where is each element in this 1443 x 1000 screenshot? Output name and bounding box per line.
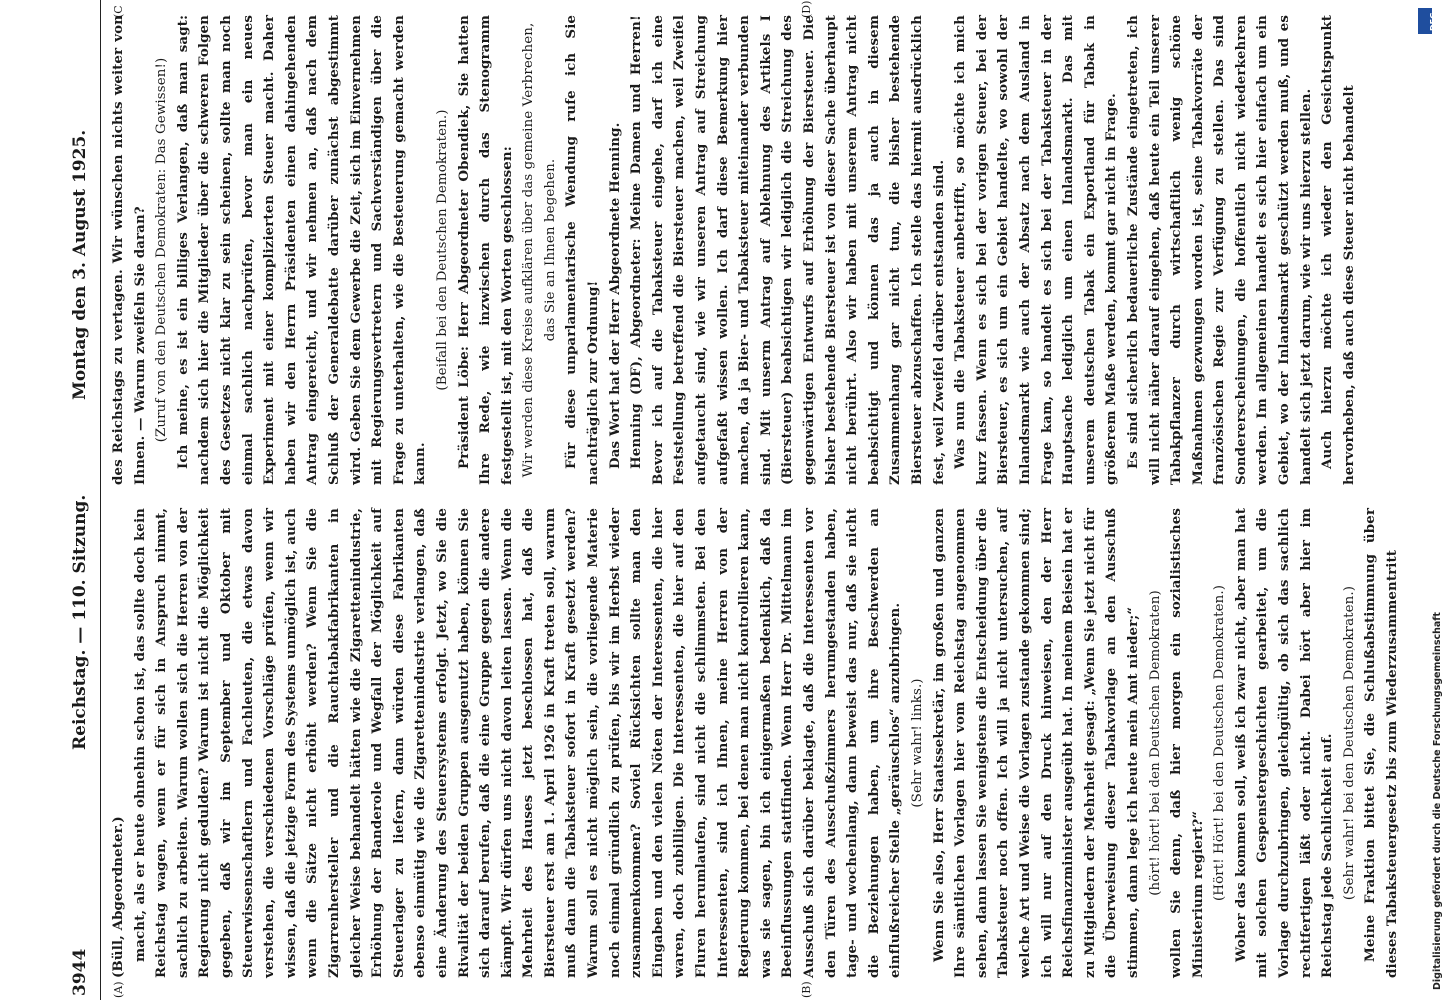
page-date: Montag den 3. August 1925. [70, 129, 90, 400]
margin-marker-a: (A) [112, 981, 125, 998]
paragraph: wollen Sie denn, daß hier morgen ein sozialistisches Ministerium regiert?“ [1168, 508, 1206, 978]
digitization-notice: Digitalisierung gefördert durch die Deutsche Forschungsgemeinschaft [1432, 612, 1443, 990]
paragraph: Woher das kommen soll, weiß ich zwar nicht, aber man hat mit solchen Gespenstergeschichten gearbeitet, um die Vorlage durchzubringen, gleichgültig, ob sich das sachlich rechtfertigen läßt oder nicht. Dabei hört aber hier im Reichstag jede Sachlichkeit auf. [1232, 508, 1336, 978]
page-header [60, 0, 101, 1000]
page-title: Reichstag. — 110. Sitzung. [70, 494, 90, 750]
interjection: (Sehr wahr! bei den Deutschen Demokraten.) [1341, 585, 1357, 901]
speech-henning: Henning (DF), Abgeordneter: Meine Damen und Herren! Bevor ich auf die Tabaksteuer eingehe, darf ich eine Feststellung betreffend die Biersteuer machen, weil Zweifel aufgetaucht sind, wie wir unseren Antrag auf Streichung aufgefaßt wissen wollen. Ich darf diese Bemerkung hier machen, da ja Bier- und Tabaksteuer miteinander verbunden sind. Mit unserm Antrag auf Ablehnung des Artikels I (Biersteuer) beabsichtigen wir lediglich die Streichung des gegenwärtigen Entwurfs auf Erhöhung der Biersteuer. Die bisher bestehende Biersteuer ist von dieser Sache überhaupt nicht berührt. Also wir haben mit unserem Antrag nicht beabsichtigt und können das ja auch in diesem Zusammenhang gar nicht tun, die bisher bestehende Biersteuer abzuschaffen. Ich stelle das hiermit ausdrücklich fest, weil Zweifel darüber entstanden sind. [628, 15, 947, 485]
president-speech: Präsident Löbe: Herr Abgeordneter Obendiek, Sie hatten Ihre Rede, wie inzwischen durch das Stenogramm festgestellt ist, mit den Worten geschlossen: [455, 15, 515, 485]
document-page [60, 0, 1401, 1000]
dfg-logo-text: DFG [1429, 12, 1438, 31]
paragraph: Wenn Sie also, Herr Staatssekretär, im großen und ganzen Ihre sämtlichen Vorlagen hier vom Reichstag angenommen sehen, dann lassen Sie wenigstens die Entscheidung über die Tabaksteuer noch offen. Ich will ja nicht untersuchen, auf welche Art und Weise die Vorlagen zustande gekommen sind; ich will nur auf den Druck hinweisen, den der Herr Reichsfinanzminister ausgeübt hat. In meinem Beisein hat er zu Mitgliedern der Mehrheit gesagt: „Wenn Sie jetzt nicht für die Überweisung dieser Tabakvorlage an den Ausschuß stimmen, dann lege ich heute mein Amt nieder;“ [930, 508, 1141, 978]
paragraph: des Reichstags zu vertagen. Wir wünschen nichts weiter von Ihnen. — Warum zweifeln Sie daran? [110, 15, 148, 485]
margin-marker-d: (D) [800, 0, 813, 18]
paragraph: macht, als er heute ohnehin schon ist, das sollte doch kein Reichstag wagen, wenn er für sich in Anspruch nimmt, sachlich zu arbeiten. Warum wollen sich die Herren von der Regierung nicht gedulden? Warum ist nicht die Möglichkeit gegeben, daß wir im September und Oktober mit Steuerwissenschaftlern und Fachleuten, die etwas davon verstehen, die verschiedenen Vorschläge prüfen, wenn wir wissen, daß die jetzige Form des Systems unmöglich ist, auch wenn die Sätze nicht erhöht werden? Wenn Sie die Zigarrenhersteller und die Rauchtabakfabrikanten in gleicher Weise behandelt hätten wie die Zigarettenindustrie, Erhöhung der Banderole und Wegfall der Möglichkeit auf Steuerlager zu liefern, dann würden diese Fabrikanten ebenso einmütig wie die Zigarettenindustrie verlangen, daß eine Änderung des Steuersystems erfolgt. Jetzt, wo Sie die Rivalität der beiden Gruppen ausgenutzt haben, können Sie sich darauf berufen, daß die eine Gruppe gegen die andere kämpft. Wir dürfen uns nicht davon leiten lassen. Wenn die Mehrheit des Hauses jetzt beschlossen hat, daß die Biersteuer erst am 1. April 1926 in Kraft treten soll, warum muß dann die Tabaksteuer sofort in Kraft gesetzt werden? Warum soll es nicht möglich sein, die vorliegende Materie noch einmal gründlich zu prüfen, bis wir im Herbst wieder zusammenkommen? Soviel Rücksichten sollte man den Eingaben und den vielen Nöten der Interessenten, die hier waren, doch zubilligen. Die Interessenten, die hier auf den Fluren herumlaufen, sind nicht die schlimmsten. Bei den Interessenten, sind ich Ihnen, meine Herren von der Regierung kommen, bei denen man nicht kontrollieren kann, was sie sagen, bin ich einigermaßen bedenklich, daß da Beeinflussungen stattfinden. Wenn Herr Dr. Mittelmann im Ausschuß sich darüber beklagte, daß die Interessenten vor den Türen des Ausschußzimmers herumgestanden haben, tage- und wochenlang, dann beweist das nur, daß sie nicht die Beziehungen haben, um ihre Beschwerden an einflußreicher Stelle „geräuschlos“ anzubringen. [131, 508, 904, 978]
interjection: (Sehr wahr! links.) [909, 678, 925, 808]
paragraph: Es sind sicherlich bedauerliche Zustände eingetreten, ich will nicht näher darauf eingehen, daß heute ein Teil unserer Tabakpflanzer durch wirtschaftlich wenig schöne Maßnahmen gezwungen worden ist, seine Tabakvorräte der französischen Regie zur Verfügung zu stellen. Das sind Sondererscheinungen, die hoffentlich nicht wiederkehren werden. Im allgemeinen handelt es sich hier einfach um ein Gebiet, wo der Inlandsmarkt geschützt werden muß, und es handelt sich jetzt darum, wie wir uns hierzu stellen. [1124, 15, 1314, 485]
interjection: (Beifall bei den Deutschen Demokraten.) [434, 109, 450, 391]
paragraph: Meine Fraktion bittet Sie, die Schlußabstimmung über dieses Tabaksteuergesetz bis zum Wiederzusammentritt [1362, 508, 1401, 978]
margin-marker-c: (C [112, 5, 125, 18]
paragraph: Was nun die Tabaksteuer anbetrifft, so möchte ich mich kurz fassen. Wenn es sich bei der vorigen Steuer, bei der Biersteuer, es sich um ein Gebiet handelte, wo sowohl der Inlandsmarkt wie auch der Absatz nach dem Ausland in Frage kam, so handelt es sich bei der Tabaksteuer in der Hauptsache lediglich um einen Inlandsmarkt. Das mit unserem deutschen Tabak ein Exportland für Tabak in größerem Maße werden, kommt gar nicht in Frage. [952, 15, 1120, 485]
interjection: (Hört! Hört! bei den Deutschen Demokraten.) [1212, 584, 1228, 902]
paragraph: Ich meine, es ist ein billiges Verlangen, daß man sagt: nachdem sich hier die Mitglieder über die schweren Folgen des Gesetzes nicht klar zu sein scheinen, sollte man noch einmal sachlich nachprüfen, bevor man ein neues Experiment mit einer komplizierten Steuer macht. Daher haben wir den Herrn Präsidenten einen dahingehenden Antrag eingereicht, und wir nehmen an, daß nach dem Schluß der Generaldebatte darüber zunächst abgestimmt wird. Geben Sie dem Gewerbe die Zeit, sich im Einvernehmen mit Regierungsvertretern und Sachverständigen über die Frage zu unterhalten, wie die Besteuerung gemacht werden kann. [174, 15, 429, 485]
right-column [108, 15, 1360, 485]
interjection: (Zuruf von den Deutschen Demokraten: Das Gewissen!) [154, 57, 170, 443]
left-column [108, 508, 1404, 978]
page-number: 3944 [70, 948, 90, 996]
interjection: (hört! hört! bei den Deutschen Demokraten) [1147, 590, 1163, 896]
quotation: Wir werden diese Kreise aufklären über das gemeine Verbrechen, das Sie an Ihnen begehen. [521, 22, 558, 478]
speaker-heading: (Büll, Abgeordneter.) [110, 816, 126, 978]
paragraph: Auch hierzu möchte ich wieder den Gesichtspunkt hervorheben, daß auch diese Steuer nicht behandelt [1319, 15, 1357, 485]
margin-marker-b: (B) [800, 981, 813, 998]
side-notice [1418, 0, 1443, 1000]
paragraph: Für diese unparlamentarische Wendung rufe ich Sie nachträglich zur Ordnung! [563, 15, 602, 485]
paragraph: Das Wort hat der Herr Abgeordnete Henning. [606, 122, 623, 469]
